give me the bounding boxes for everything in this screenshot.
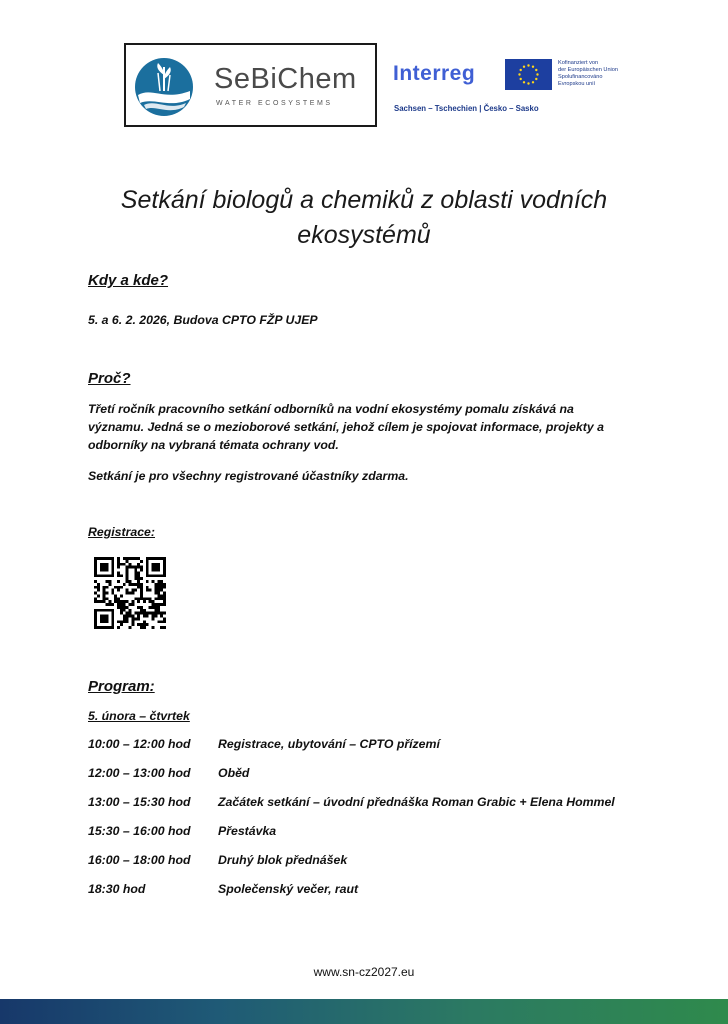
program-schedule [88, 737, 648, 911]
cofinanced-line: Spolufinancováno [558, 74, 603, 80]
why-heading: Proč? [88, 370, 131, 387]
schedule-description: Začátek setkání – úvodní přednáška Roman Grabic + Elena Hommel [218, 795, 615, 809]
schedule-description: Registrace, ubytování – CPTO přízemí [218, 737, 440, 751]
logo-name: SeBiChem [214, 63, 357, 95]
why-paragraph-1 [88, 400, 633, 454]
footer-color-band [0, 999, 728, 1024]
why-line: Třetí ročník pracovního setkání odborníků na vodní ekosystémy pomalu získává na [88, 402, 574, 416]
schedule-row [88, 853, 648, 882]
when-where-text: 5. a 6. 2. 2026, Budova CPTO FŽP UJEP [88, 313, 318, 327]
eu-star-icon [527, 64, 529, 66]
eu-star-icon [532, 81, 534, 83]
eu-star-icon [523, 81, 525, 83]
cofinanced-line: der Europäischen Union [558, 67, 619, 73]
sebichem-logo [124, 43, 377, 127]
schedule-description: Oběd [218, 766, 250, 780]
schedule-time: 13:00 – 15:30 hod [88, 795, 191, 809]
schedule-row [88, 766, 648, 795]
eu-star-icon [535, 69, 537, 71]
cofinanced-line: Kofinanziert von [558, 60, 599, 66]
logo-tagline: WATER ECOSYSTEMS [216, 100, 333, 107]
interreg-region: Sachsen – Tschechien | Česko – Sasko [394, 104, 539, 113]
eu-star-icon [532, 66, 534, 68]
eu-star-icon [523, 66, 525, 68]
document-title [100, 183, 628, 253]
when-where-heading: Kdy a kde? [88, 272, 169, 289]
schedule-row [88, 824, 648, 853]
registration-qr-code-icon[interactable] [94, 557, 166, 629]
eu-star-icon [518, 73, 520, 75]
schedule-row [88, 737, 648, 766]
title-line-2: ekosystémů [297, 221, 431, 249]
schedule-time: 12:00 – 13:00 hod [88, 766, 191, 780]
footer-url[interactable]: www.sn-cz2027.eu [313, 965, 415, 979]
cofinanced-text [558, 60, 638, 88]
eu-star-icon [535, 78, 537, 80]
eu-star-icon [527, 82, 529, 84]
why-paragraph-2: Setkání je pro všechny registrované účastníky zdarma. [88, 469, 409, 483]
eu-star-icon [520, 78, 522, 80]
why-line: odborníky na vybraná témata ochrany vod. [88, 438, 339, 452]
schedule-description: Druhý blok přednášek [218, 853, 348, 867]
schedule-time: 16:00 – 18:00 hod [88, 853, 191, 867]
why-line: významu. Jedná se o mezioborové setkání, jehož cílem je spojovat informace, projekty a [88, 420, 604, 434]
schedule-row [88, 882, 648, 911]
cofinanced-line: Evropskou unií [558, 81, 596, 87]
eu-star-icon [520, 69, 522, 71]
program-heading: Program: [88, 678, 155, 695]
eu-flag-icon [505, 59, 552, 90]
eu-star-icon [536, 73, 538, 75]
schedule-time: 15:30 – 16:00 hod [88, 824, 191, 838]
title-line-1: Setkání biologů a chemiků z oblasti vodních [120, 186, 608, 214]
schedule-description: Přestávka [218, 824, 277, 838]
schedule-time: 18:30 hod [88, 882, 146, 896]
schedule-time: 10:00 – 12:00 hod [88, 737, 191, 751]
registration-heading: Registrace: [88, 525, 155, 539]
schedule-row [88, 795, 648, 824]
interreg-logo: Interreg [393, 62, 476, 85]
schedule-description: Společenský večer, raut [218, 882, 359, 896]
water-drop-logo-icon [134, 57, 194, 117]
program-day: 5. února – čtvrtek [88, 709, 190, 723]
